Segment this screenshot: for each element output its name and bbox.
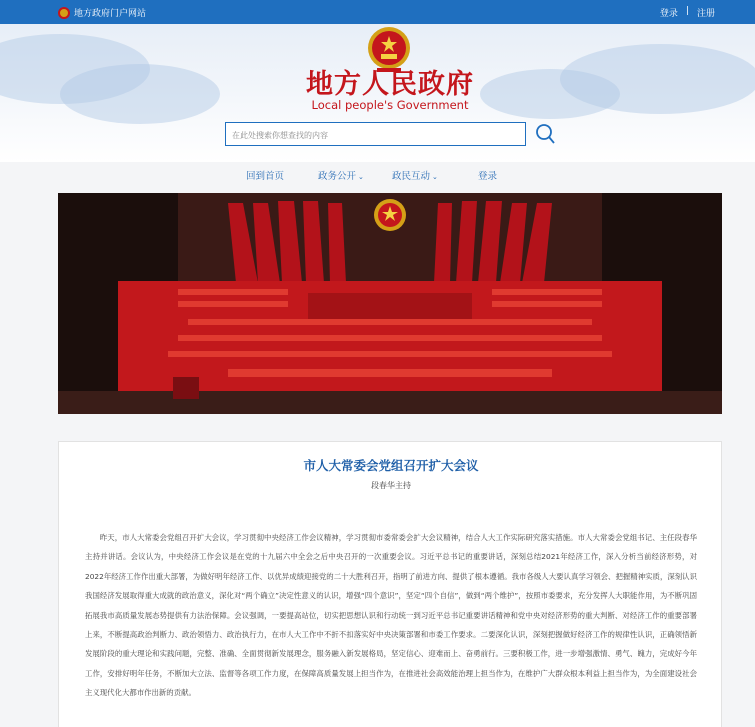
nav-item-citizen-interaction[interactable]	[392, 168, 438, 182]
nav-item-label: 登录	[478, 171, 498, 182]
top-bar	[0, 0, 755, 24]
search-input[interactable]: 在此处搜索你想查找的内容	[225, 122, 526, 146]
chevron-down-icon: ⌄	[358, 173, 364, 181]
nav-item-label: 政民互动	[392, 171, 431, 182]
article-body: 昨天，市人大常委会党组召开扩大会议，学习贯彻中央经济工作会议精神，学习贯彻市委常委会扩大会议精神，结合人大工作实际研究落实措施。市人大常委会党组书记、主任段春华主持并讲话。会议认为，中央经济工作会议是在党的十九届六中全会之后中央召开的一次重要会议。习近平总书记的重要讲话，深刻总结2021年经济工作，深入分析当前经济形势，对2022年经济工作作出重大部署，为做好明年经济工作、以优异成绩迎接党的二十大胜利召开，指明了前进方向、提供了根本遵循。我市各级人大要认真学习领会、把握精神实质，深刻认识我国经济发展取得重大成就的政治意义，深化对“两个确立”决定性意义的认识，增强“四个意识”，坚定“四个自信”，做到“两个维护”，按照市委要求，充分发挥人大职能作用，为不断巩固拓展我市高质量发展态势提供有力法治保障。会议强调，一要提高站位，切实把思想认识和行动统一到习近平总书记重要讲话精神和党中央对经济形势的重大判断、对经济工作的重要部署上来，不断提高政治判断力、政治领悟力、政治执行力，在市人大工作中不折不扣落实好中央决策部署和市委工作要求。二要深化认识，深刻把握做好经济工作的规律性认识，正确领悟新发展阶段的重大理论和实践问题，完整、准确、全面贯彻新发展理念，服务融入新发展格局，坚定信心、迎难而上、奋勇前行。三要积极工作，进一步增强激情、勇气、魄力，完成好今年工作，安排好明年任务，不断加大立法、监督等各项工作力度，在保障高质量发展上担当作为，在推进社会高效能治理上担当作为，在维护广大群众根本利益上担当作为，为全面建设社会主义现代化大都市作出新的贡献。	[85, 533, 697, 698]
nav-item-label: 回到首页	[246, 171, 285, 182]
article-author: 段春华主持	[371, 481, 411, 490]
nav-item-login[interactable]	[478, 168, 497, 182]
site-name: 地方政府门户网站	[74, 9, 147, 19]
article-title[interactable]: 市人大常委会党组召开扩大会议	[303, 458, 479, 473]
banner-image	[58, 193, 722, 414]
register-link[interactable]: 注册	[696, 9, 715, 19]
site-title: 地方人民政府	[306, 69, 474, 100]
chevron-down-icon: ⌄	[432, 173, 438, 181]
nav-item-label: 政务公开	[318, 171, 357, 182]
site-header	[0, 24, 755, 162]
auth-separator: |	[685, 6, 689, 16]
article-card	[58, 441, 722, 727]
login-link[interactable]: 登录	[659, 9, 678, 19]
national-emblem-icon	[58, 7, 70, 19]
nav-item-government-affairs[interactable]	[318, 168, 364, 182]
decorative-cloud	[480, 69, 620, 119]
site-title-english: Local people's Government	[311, 98, 469, 112]
auth-links	[660, 6, 715, 19]
search-icon[interactable]	[534, 122, 556, 146]
nav-item-home[interactable]	[246, 168, 284, 182]
decorative-cloud	[60, 64, 220, 124]
main-nav	[0, 162, 755, 188]
site-brand[interactable]	[58, 6, 146, 19]
congress-hall-photo	[58, 193, 722, 414]
